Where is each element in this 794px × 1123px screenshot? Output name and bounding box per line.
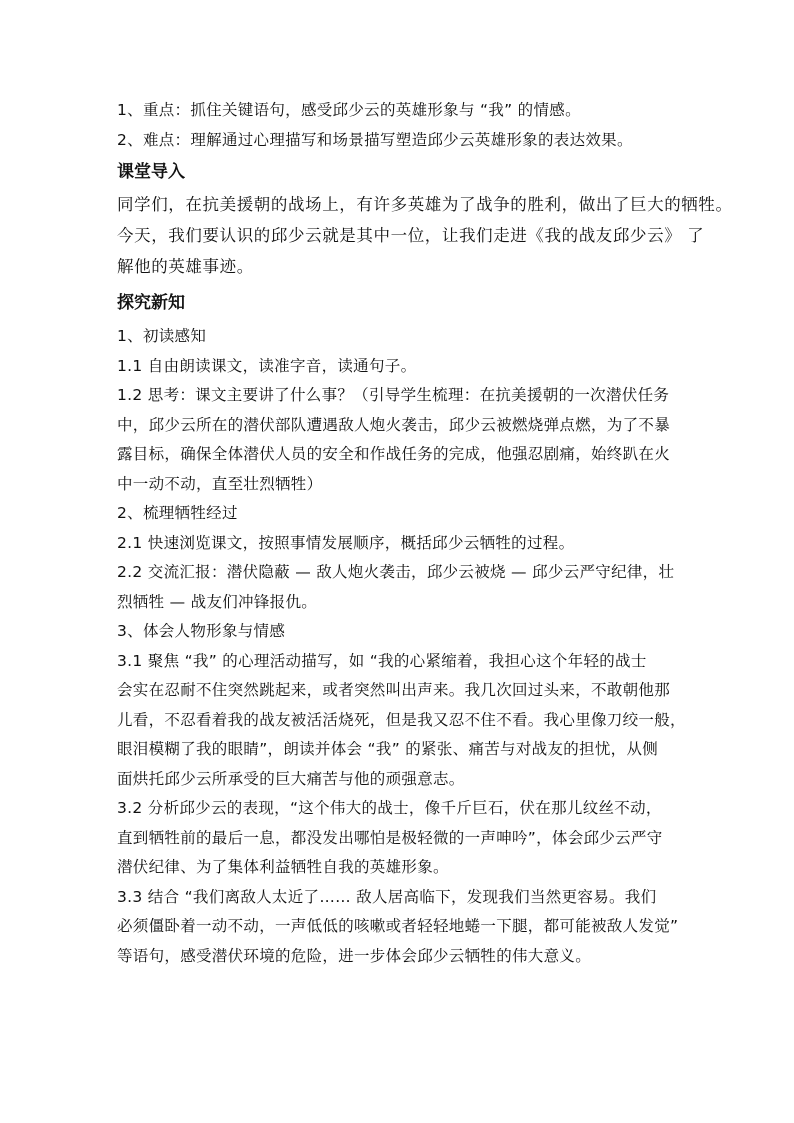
paragraph-line: 3.3 结合 “我们离敌人太近了…… 敌人居高临下，发现我们当然更容易。我们 [117, 887, 657, 906]
item-3-3 [117, 883, 697, 972]
paragraph-line: 儿看，不忍看着我的战友被活活烧死，但是我又忍不住不看。我心里像刀绞一般， [117, 710, 686, 729]
difficulty-point: 2、难点：理解通过心理描写和场景描写塑造邱少云英雄形象的表达效果。 [117, 130, 633, 149]
item-2-2 [117, 558, 697, 617]
item-3-2 [117, 794, 697, 883]
paragraph-line: 中一动不动，直至壮烈牺牲） [117, 474, 323, 493]
item-1-2 [117, 381, 697, 499]
section-heading-explore: 探究新知 [117, 293, 185, 313]
paragraph-line: 面烘托邱少云所承受的巨大痛苦与他的顽强意志。 [117, 769, 465, 788]
item-2-1: 2.1 快速浏览课文，按照事情发展顺序，概括邱少云牺牲的过程。 [117, 533, 575, 552]
paragraph-line: 烈牺牲 — 战友们冲锋报仇。 [117, 592, 318, 611]
subsection-title-sacrifice: 2、梳理牺牲经过 [117, 504, 238, 522]
document-page [117, 96, 733, 971]
paragraph-line: 1.2 思考：课文主要讲了什么事？（引导学生梳理：在抗美援朝的一次潜伏任务 [117, 386, 670, 404]
intro-line: 今天，我们要认识的邱少云就是其中一位，让我们走进《我的战友邱少云》 了 [117, 226, 705, 245]
intro-line: 解他的英雄事迹。 [117, 257, 254, 276]
paragraph-line: 3.2 分析邱少云的表现，“这个伟大的战士，像千斤巨石，伏在那儿纹丝不动， [117, 799, 662, 817]
paragraph-line: 3.1 聚焦 “我” 的心理活动描写，如 “我的心紧缩着，我担心这个年轻的战士 [117, 651, 647, 670]
paragraph-line: 2.2 交流汇报：潜伏隐蔽 — 敌人炮火袭击，邱少云被烧 — 邱少云严守纪律，壮 [117, 563, 675, 581]
paragraph-line: 中，邱少云所在的潜伏部队遭遇敌人炮火袭击，邱少云被燃烧弹点燃，为了不暴 [117, 415, 671, 434]
paragraph-line: 必须僵卧着一动不动，一声低低的咳嗽或者轻轻地蜷一下腿，都可能被敌人发觉” [117, 917, 679, 935]
intro-line: 同学们，在抗美援朝的战场上，有许多英雄为了战争的胜利，做出了巨大的牺牲。 [117, 195, 733, 214]
item-3-1 [117, 647, 697, 795]
paragraph-line: 潜伏纪律、为了集体利益牺牲自我的英雄形象。 [117, 858, 449, 876]
subsection-title-character: 3、体会人物形象与情感 [117, 622, 286, 640]
paragraph-line: 眼泪模糊了我的眼睛”，朗读并体会 “我” 的紧张、痛苦与对战友的担忧，从侧 [117, 740, 659, 758]
subsection-title-reading: 1、初读感知 [117, 327, 207, 345]
paragraph-line: 露目标，确保全体潜伏人员的安全和作战任务的完成，他强忍剧痛，始终趴在火 [117, 445, 671, 463]
key-point: 1、重点：抓住关键语句，感受邱少云的英雄形象与 “我” 的情感。 [117, 101, 581, 119]
item-1-1: 1.1 自由朗读课文，读准字音，读通句子。 [117, 356, 417, 375]
intro-paragraph [117, 189, 733, 282]
paragraph-line: 等语句，感受潜伏环境的危险，进一步体会邱少云牺牲的伟大意义。 [117, 946, 592, 965]
paragraph-line: 直到牺牲前的最后一息，都没发出哪怕是极轻微的一声呻吟”，体会邱少云严守 [117, 828, 663, 847]
paragraph-line: 会实在忍耐不住突然跳起来，或者突然叫出声来。我几次回过头来，不敢朝他那 [117, 681, 671, 699]
section-heading-intro: 课堂导入 [117, 162, 185, 182]
